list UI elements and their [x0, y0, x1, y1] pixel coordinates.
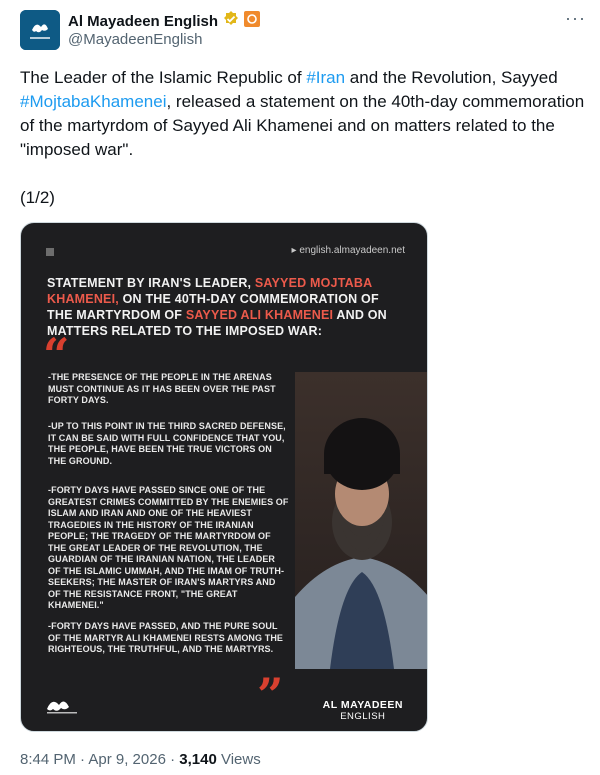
- views-count: 3,140: [179, 751, 217, 768]
- open-quote-icon: “: [43, 328, 70, 382]
- close-quote-icon: ”: [257, 668, 284, 722]
- verified-badge-icon: [222, 10, 240, 33]
- headline-part: STATEMENT BY IRAN'S LEADER,: [47, 276, 255, 290]
- card-logo-icon: [43, 693, 83, 722]
- mayadeen-logo-icon: [20, 10, 60, 50]
- hashtag-mojtaba-link[interactable]: #MojtabaKhamenei: [20, 92, 167, 111]
- tweet-timestamp[interactable]: 8:44 PM · Apr 9, 2026 ·: [20, 751, 180, 768]
- account-handle[interactable]: @MayadeenEnglish: [68, 31, 203, 48]
- affiliate-badge-icon: [244, 11, 260, 32]
- brand-line-1: AL MAYADEEN: [322, 699, 403, 711]
- brand-line-2: ENGLISH: [340, 711, 386, 722]
- headline-part: ON THE 40TH-DAY COMMEMORATION OF THE MARTYRDOM OF: [47, 292, 379, 322]
- tweet-text-part: , released a statement on the 40th-day commemoration of the martyrdom of Sayyed Ali Khamenei and on matters related to the "imposed war".: [20, 92, 585, 159]
- portrait-image: [295, 372, 428, 669]
- views-label: Views: [216, 751, 261, 768]
- tweet-media-image[interactable]: [20, 222, 428, 732]
- card-brand: [323, 699, 403, 722]
- account-name-row: [68, 10, 260, 33]
- headline-part: AND ON MATTERS RELATED TO THE IMPOSED WAR:: [47, 308, 387, 338]
- corner-square: [46, 248, 54, 256]
- statement-paragraph: -THE PRESENCE OF THE PEOPLE IN THE ARENAS MUST CONTINUE AS IT HAS BEEN OVER THE PAST FORTY DAYS.: [48, 372, 276, 405]
- headline-highlight: SAYYED ALI KHAMENEI: [185, 308, 334, 322]
- statement-paragraph: -FORTY DAYS HAVE PASSED, AND THE PURE SOUL OF THE MARTYR ALI KHAMENEI RESTS AMONG THE RIGHTEOUS, THE TRUTHFUL, AND THE MARTYRS.: [48, 621, 284, 654]
- statement-paragraph: -UP TO THIS POINT IN THE THIRD SACRED DEFENSE, IT CAN BE SAID WITH FULL CONFIDENCE THAT YOU, THE PEOPLE, HAVE BEEN THE TRUE VICTORS ON THE GROUND.: [48, 421, 286, 466]
- tweet-text-part: and the Revolution, Sayyed: [345, 68, 558, 87]
- card-url: [292, 245, 405, 256]
- more-options-icon[interactable]: ···: [565, 8, 586, 28]
- thread-counter: (1/2): [20, 188, 55, 207]
- tweet-text-part: The Leader of the Islamic Republic of: [20, 68, 307, 87]
- arrow-icon: ▸: [291, 245, 300, 256]
- tweet-meta: [20, 751, 261, 768]
- headline-highlight: SAYYED MOJTABA KHAMENEI,: [47, 276, 372, 306]
- card-headline: [47, 275, 407, 339]
- avatar[interactable]: [20, 10, 60, 50]
- account-name[interactable]: Al Mayadeen English: [68, 13, 219, 30]
- statement-paragraph: -FORTY DAYS HAVE PASSED SINCE ONE OF THE GREATEST CRIMES COMMITTED BY THE ENEMIES OF ISLAM AND IRAN AND ONE OF THE HEAVIEST TRAGEDIES IN THE HISTORY OF THE IRANIAN PEOPLE; THE TRAGEDY OF THE MARTYRDOM OF THE GREAT LEADER OF THE REVOLUTION, THE GUARDIAN OF THE IRANIAN NATION, THE LEADER OF THE ISLAMIC UMMAH, AND THE IMAM OF TRUTH-SEEKERS; THE MASTER OF IRAN'S MARTYRS AND OF THE RESISTANCE FRONT, "THE GREAT KHAMENEI.": [48, 485, 289, 610]
- hashtag-iran-link[interactable]: #Iran: [306, 68, 346, 87]
- tweet-text: [20, 66, 585, 210]
- card-url-text: english.almayadeen.net: [299, 245, 405, 256]
